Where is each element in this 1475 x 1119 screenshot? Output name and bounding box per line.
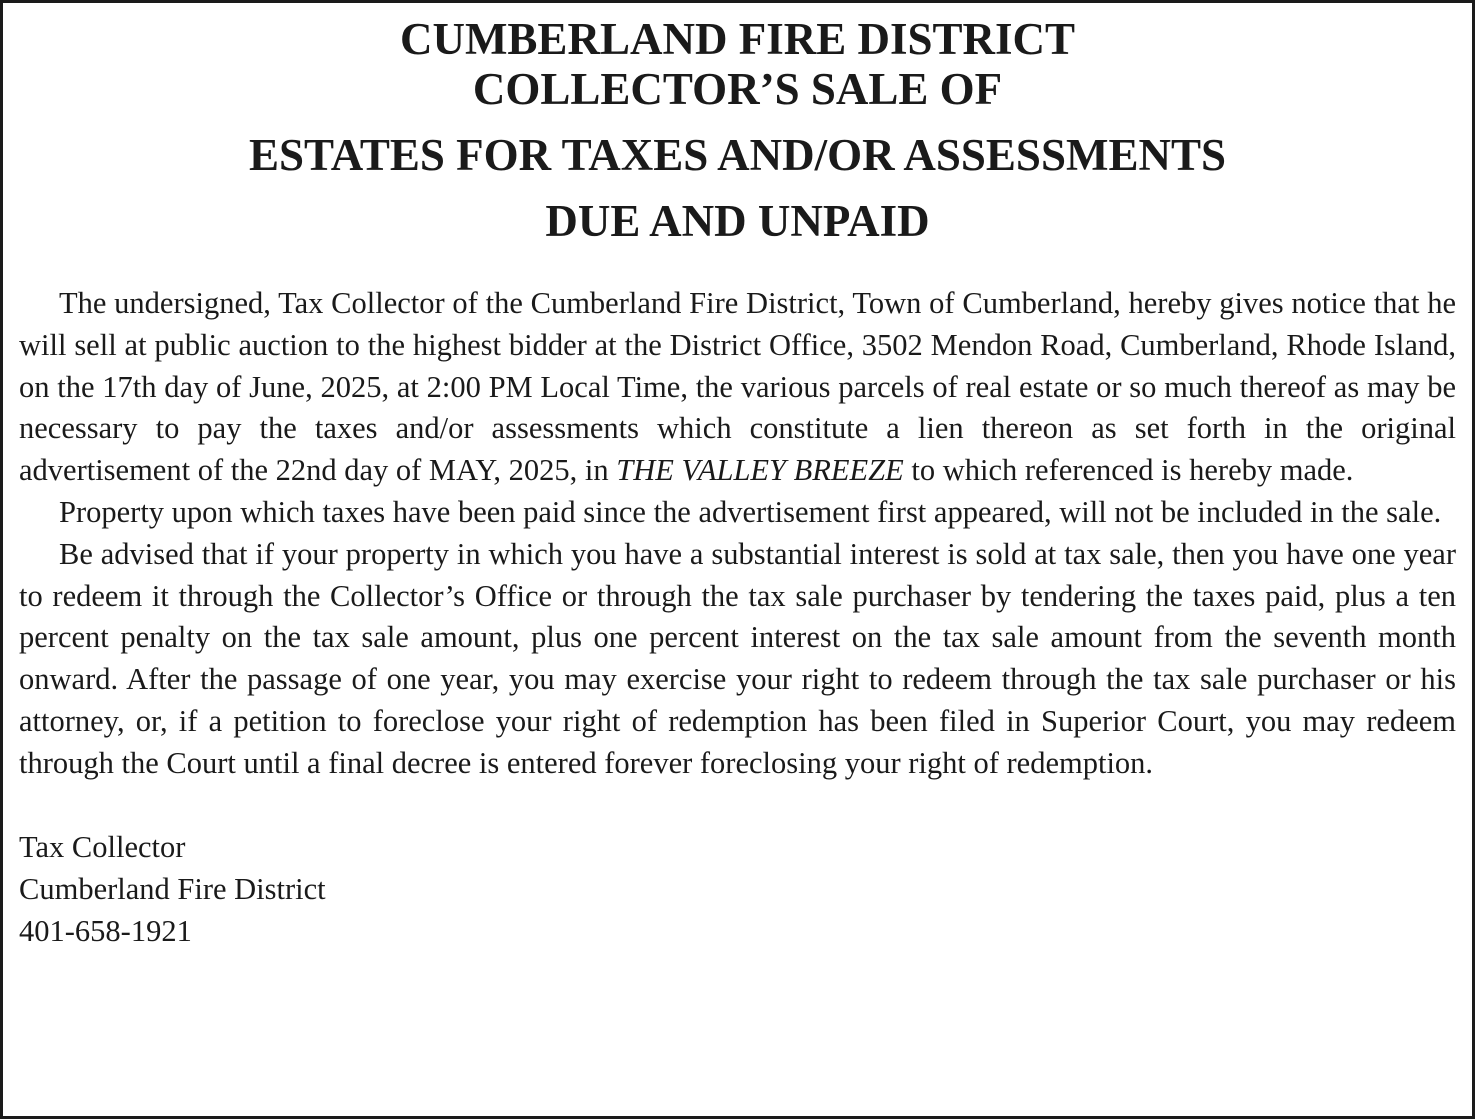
notice-heading bbox=[19, 14, 1456, 259]
paragraph-auction-text: The undersigned, Tax Collector of the Cumberland Fire District, Town of Cumberland, hereby gives notice that he will sell at public auction to the highest bidder at the District Office, 3502 Mendon Road, Cumberland, Rhode Island, on the 17th day of June, 2025, at 2:00 PM Local Time, the various parcels of real estate or so much thereof as may be necessary to pay the taxes and/or assessments which constitute a lien thereon as set forth in the original advertisement of the 22nd day of MAY, 2025, in bbox=[19, 286, 1456, 488]
heading-line-estates: ESTATES FOR TAXES AND/OR ASSESSMENTS bbox=[249, 130, 1226, 180]
paragraph-auction-notice bbox=[19, 283, 1456, 492]
paragraph-redemption-rights: Be advised that if your property in which you have a substantial interest is sold at tax sale, then you have one year to redeem it through the Collector’s Office or through the tax sale purchaser by tendering the taxes paid, plus a ten percent penalty on the tax sale amount, plus one percent interest on the tax sale amount from the seventh month onward. After the passage of one year, you may exercise your right to redeem through the tax sale purchaser or his attorney, or, if a petition to foreclose your right of redemption has been filed in Superior Court, you may redeem through the Court until a final decree is entered forever foreclosing your right of redemption. bbox=[19, 536, 1456, 780]
notice-body bbox=[19, 283, 1456, 785]
signature-phone: 401-658-1921 bbox=[19, 914, 192, 949]
signature-block bbox=[19, 826, 1456, 952]
paragraph-paid-exclusion: Property upon which taxes have been paid since the advertisement first appeared, will not be included in the sale. bbox=[59, 494, 1442, 529]
heading-line-district: CUMBERLAND FIRE DISTRICT bbox=[399, 14, 1076, 64]
heading-line-due-unpaid: DUE AND UNPAID bbox=[545, 196, 930, 246]
newspaper-name: THE VALLEY BREEZE bbox=[616, 453, 904, 488]
signature-organization: Cumberland Fire District bbox=[19, 872, 326, 907]
signature-title: Tax Collector bbox=[19, 830, 186, 865]
paragraph-auction-text-end: to which referenced is hereby made. bbox=[903, 453, 1354, 488]
heading-line-collectors-sale: COLLECTOR’S SALE OF bbox=[472, 64, 1003, 114]
